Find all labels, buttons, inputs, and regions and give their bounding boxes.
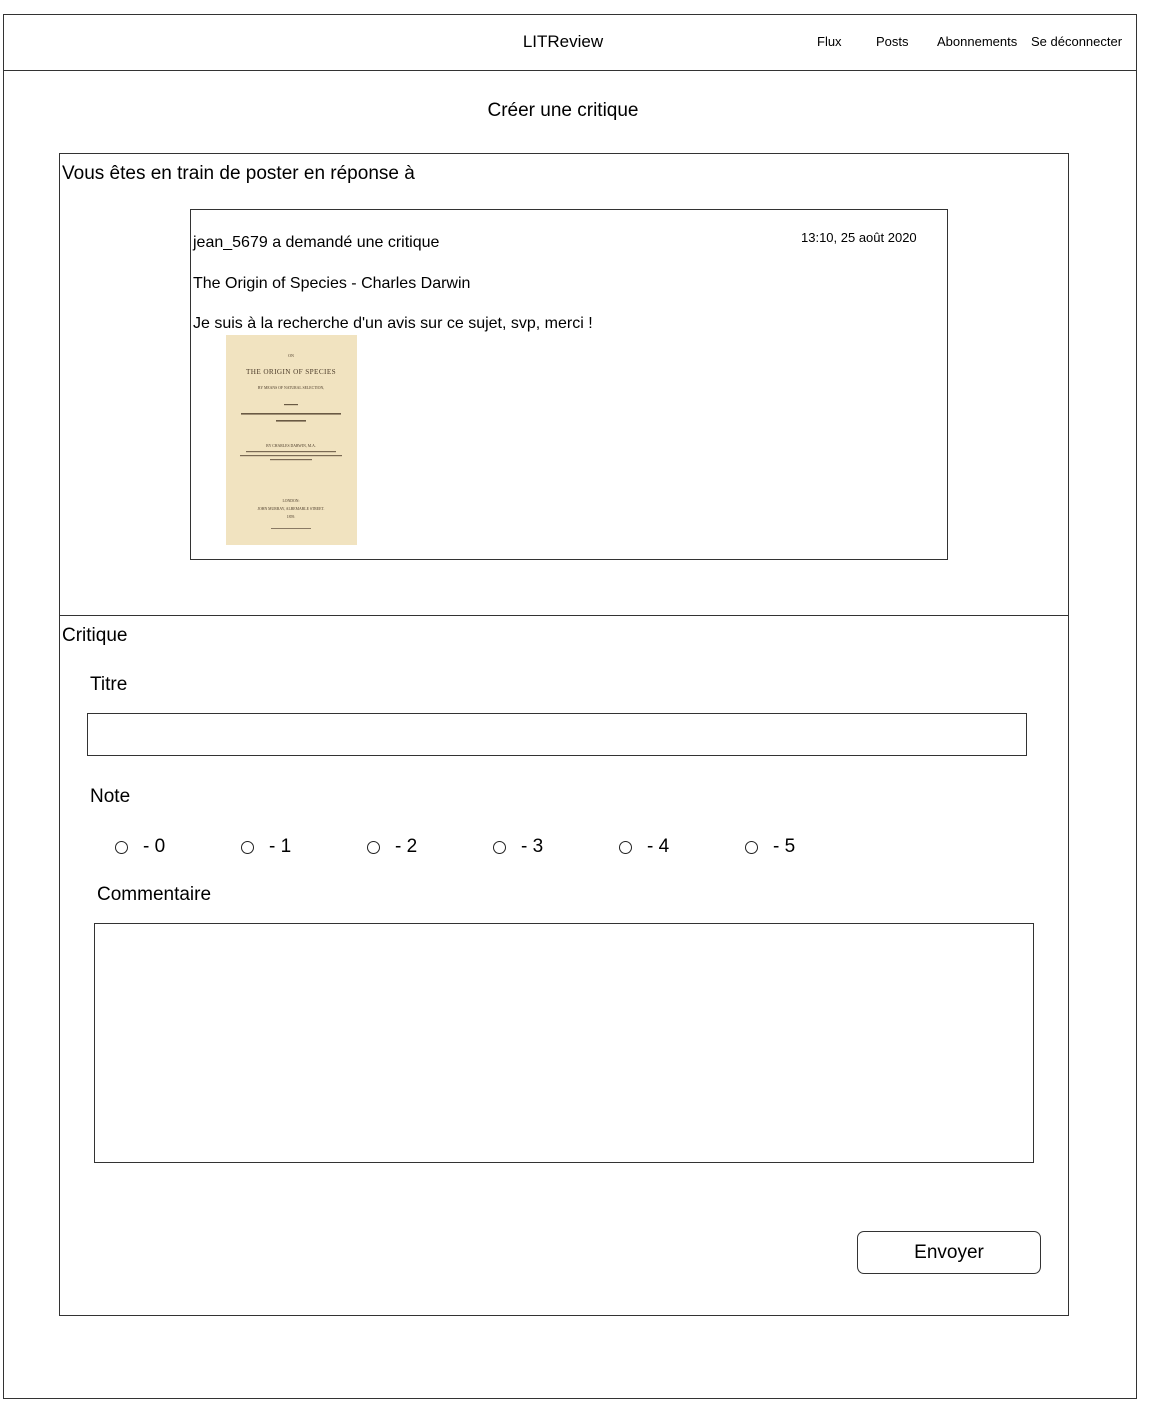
- cover-line: [240, 455, 342, 456]
- rating-option-2[interactable]: [367, 836, 417, 858]
- radio-button[interactable]: [493, 841, 506, 854]
- book-cover-image: [226, 335, 357, 545]
- rating-option-5[interactable]: [745, 836, 795, 858]
- rating-option-label: - 3: [521, 836, 544, 857]
- cover-year: 1859.: [286, 515, 296, 519]
- radio-button[interactable]: [241, 841, 254, 854]
- radio-button[interactable]: [115, 841, 128, 854]
- radio-button[interactable]: [745, 841, 758, 854]
- cover-line: [270, 459, 312, 460]
- ticket-author-line: jean_5679 a demandé une critique: [193, 234, 440, 251]
- cover-subtitle: BY MEANS OF NATURAL SELECTION,: [257, 386, 325, 390]
- rating-label: Note: [90, 786, 131, 807]
- rating-option-label: - 4: [647, 836, 670, 857]
- cover-line: [276, 420, 306, 422]
- reply-context-label: Vous êtes en train de poster en réponse à: [62, 163, 415, 184]
- nav-abonnements[interactable]: Abonnements: [937, 34, 1018, 49]
- rating-option-label: - 2: [395, 836, 418, 857]
- app-title: LITReview: [522, 32, 604, 51]
- nav-flux[interactable]: Flux: [817, 34, 842, 49]
- cover-line: [246, 451, 336, 452]
- ticket-timestamp: 13:10, 25 août 2020: [801, 230, 917, 245]
- title-label: Titre: [90, 674, 128, 695]
- rating-option-0[interactable]: [115, 836, 165, 858]
- comment-textarea[interactable]: [94, 923, 1034, 1163]
- rating-option-label: - 5: [773, 836, 796, 857]
- cover-top-word: ON: [288, 353, 294, 358]
- review-section-label: Critique: [62, 625, 128, 646]
- rating-option-4[interactable]: [619, 836, 669, 858]
- cover-line: [271, 528, 311, 529]
- section-divider: [59, 615, 1069, 616]
- submit-button[interactable]: Envoyer: [857, 1231, 1041, 1274]
- comment-label: Commentaire: [97, 884, 212, 905]
- cover-publisher: JOHN MURRAY, ALBEMARLE STREET.: [257, 507, 325, 511]
- nav-logout[interactable]: Se déconnecter: [1031, 34, 1123, 49]
- page-title: Créer une critique: [487, 100, 639, 121]
- radio-button[interactable]: [619, 841, 632, 854]
- cover-place: LONDON:: [282, 499, 300, 503]
- cover-line: [284, 404, 298, 405]
- ticket-book-title: The Origin of Species - Charles Darwin: [193, 275, 471, 292]
- rating-option-1[interactable]: [241, 836, 291, 858]
- rating-option-label: - 0: [143, 836, 166, 857]
- ticket-description: Je suis à la recherche d'un avis sur ce sujet, svp, merci !: [193, 315, 593, 332]
- rating-option-3[interactable]: [493, 836, 543, 858]
- cover-line: [241, 413, 341, 415]
- title-input[interactable]: [87, 713, 1027, 756]
- rating-option-label: - 1: [269, 836, 292, 857]
- nav-posts[interactable]: Posts: [876, 34, 909, 49]
- radio-button[interactable]: [367, 841, 380, 854]
- header: [3, 14, 1137, 71]
- cover-author: BY CHARLES DARWIN, M.A.: [266, 444, 316, 448]
- cover-title: THE ORIGIN OF SPECIES: [245, 368, 337, 376]
